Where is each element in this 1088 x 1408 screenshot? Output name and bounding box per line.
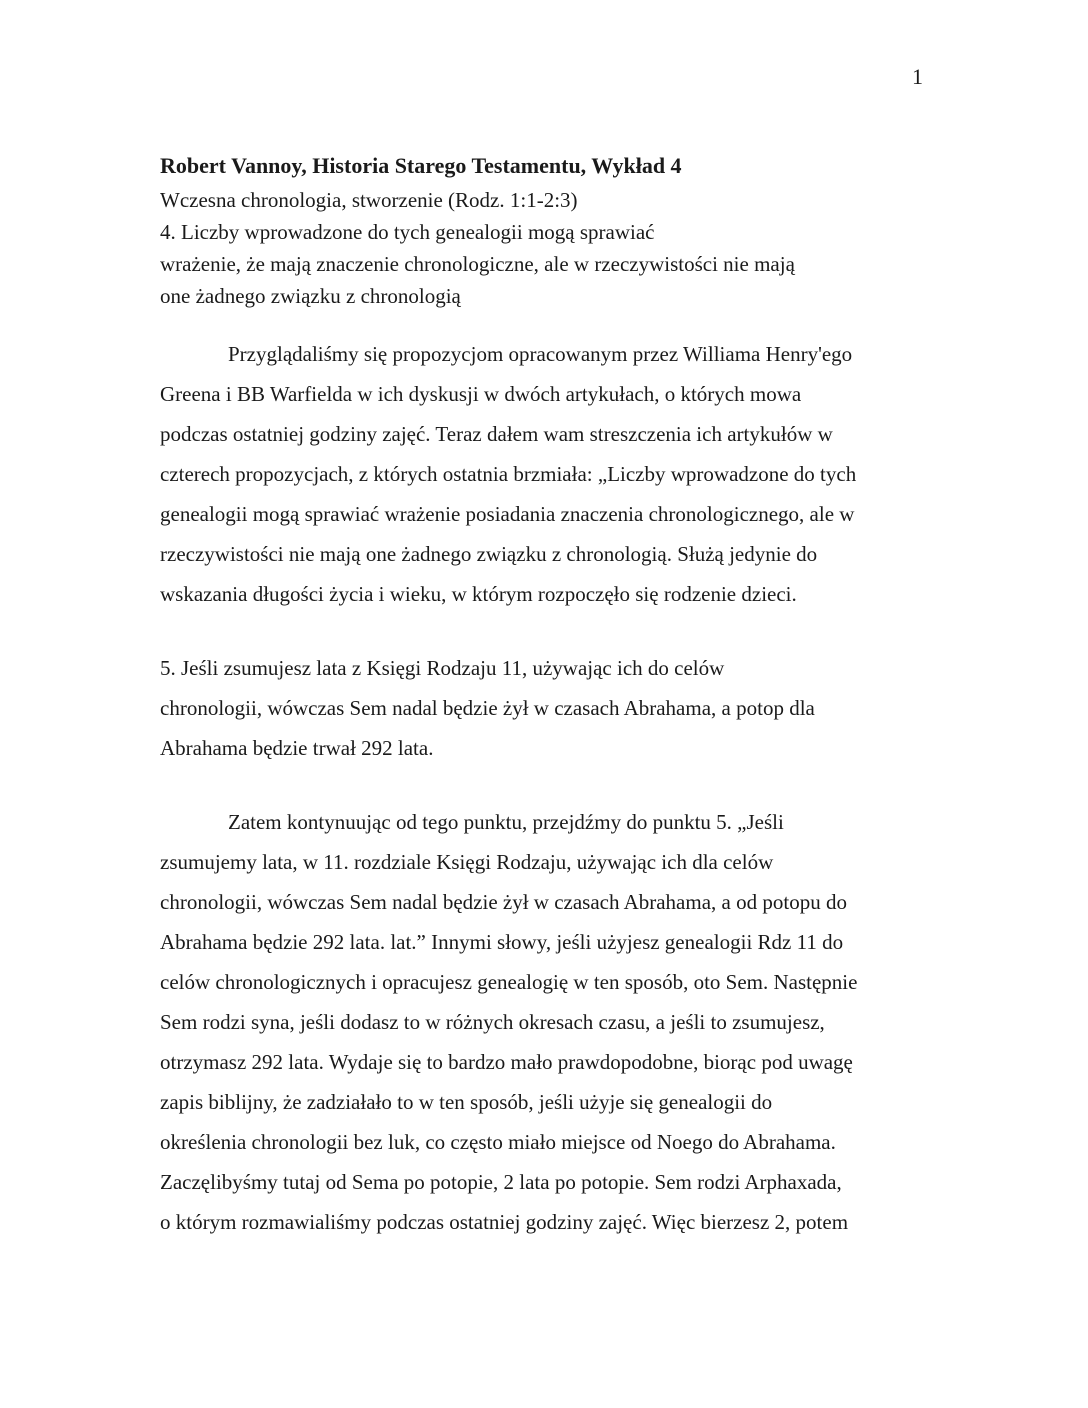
paragraph-line: Sem rodzi syna, jeśli dodasz to w różnych okresach czasu, a jeśli to zsumujesz, [160, 1010, 825, 1034]
paragraph-line: Zatem kontynuując od tego punktu, przejdźmy do punktu 5. „Jeśli [228, 810, 784, 834]
paragraph-line: rzeczywistości nie mają one żadnego związku z chronologią. Służą jedynie do [160, 542, 818, 566]
paragraph-line: genealogii mogą sprawiać wrażenie posiadania znaczenia chronologicznego, ale w [160, 502, 855, 526]
paragraph-line: zapis biblijny, że zadziałało to w ten sposób, jeśli użyje się genealogii do [160, 1090, 773, 1114]
paragraph-line: celów chronologicznych i opracujesz genealogię w ten sposób, oto Sem. Następnie [160, 970, 858, 994]
document-title: Robert Vannoy, Historia Starego Testamentu, Wykład 4 [160, 153, 682, 178]
heading-line: 4. Liczby wprowadzone do tych genealogii mogą sprawiać [160, 220, 655, 244]
paragraph-line: określenia chronologii bez luk, co często miało miejsce od Noego do Abrahama. [160, 1130, 836, 1154]
paragraph-line: chronologii, wówczas Sem nadal będzie żył w czasach Abrahama, a od potopu do [160, 890, 847, 914]
page-number: 1 [912, 64, 923, 89]
paragraph-line: wskazania długości życia i wieku, w którym rozpoczęło się rodzenie dzieci. [160, 582, 797, 606]
heading-line: Abrahama będzie trwał 292 lata. [160, 736, 434, 760]
paragraph-line: czterech propozycjach, z których ostatnia brzmiała: „Liczby wprowadzone do tych [160, 462, 857, 486]
paragraph-line: Greena i BB Warfielda w ich dyskusji w dwóch artykułach, o których mowa [160, 382, 802, 406]
section-heading-4 [160, 216, 940, 312]
paragraph-line: Zaczęlibyśmy tutaj od Sema po potopie, 2 lata po potopie. Sem rodzi Arphaxada, [160, 1170, 842, 1194]
paragraph-1 [160, 334, 940, 614]
document-body [160, 148, 940, 1242]
section-heading-5 [160, 648, 940, 768]
paragraph-2 [160, 802, 940, 1242]
heading-line: wrażenie, że mają znaczenie chronologiczne, ale w rzeczywistości nie mają [160, 252, 795, 276]
heading-line: chronologii, wówczas Sem nadal będzie żył w czasach Abrahama, a potop dla [160, 696, 815, 720]
paragraph-line: o którym rozmawialiśmy podczas ostatniej godziny zajęć. Więc bierzesz 2, potem [160, 1210, 849, 1234]
paragraph-line: podczas ostatniej godziny zajęć. Teraz dałem wam streszczenia ich artykułów w [160, 422, 833, 446]
paragraph-line: zsumujemy lata, w 11. rozdziale Księgi Rodzaju, używając ich dla celów [160, 850, 774, 874]
paragraph-line: Przyglądaliśmy się propozycjom opracowanym przez Williama Henry'ego [228, 342, 853, 366]
heading-line: one żadnego związku z chronologią [160, 284, 461, 308]
heading-line: 5. Jeśli zsumujesz lata z Księgi Rodzaju 11, używając ich do celów [160, 656, 725, 680]
paragraph-line: Abrahama będzie 292 lata. lat.” Innymi słowy, jeśli użyjesz genealogii Rdz 11 do [160, 930, 844, 954]
document-subtitle: Wczesna chronologia, stworzenie (Rodz. 1:1-2:3) [160, 188, 578, 212]
paragraph-line: otrzymasz 292 lata. Wydaje się to bardzo mało prawdopodobne, biorąc pod uwagę [160, 1050, 853, 1074]
